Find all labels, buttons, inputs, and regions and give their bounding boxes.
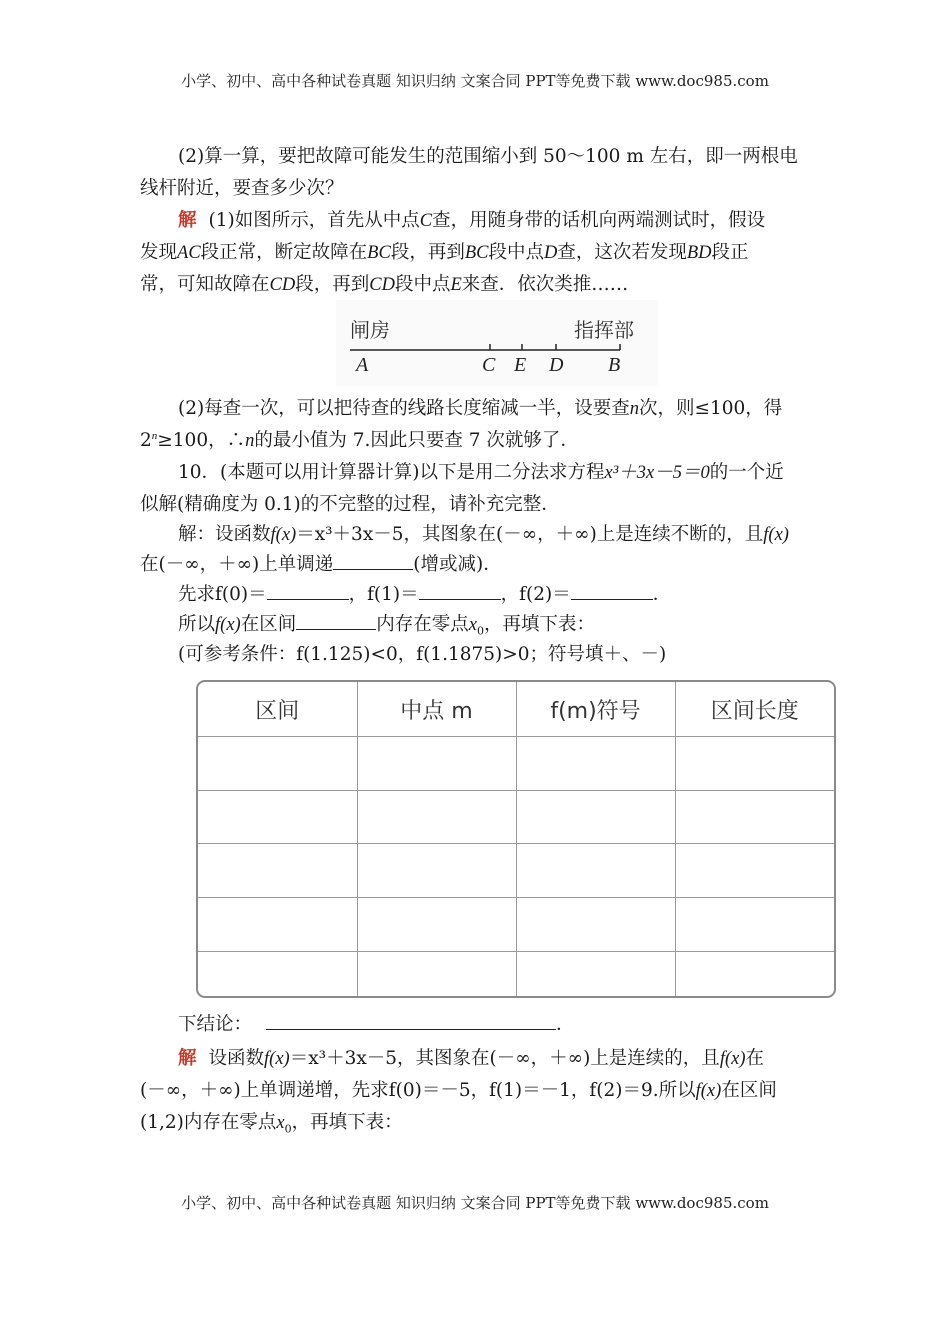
q9-answer2-line2: $2^n\ge 100$，∴n的最小值为 7.因此只要查 7 次就够了． [140,429,579,451]
header-midpoint: 中点 m [357,682,516,737]
blank-f1[interactable] [419,581,501,600]
point-E: E [514,354,527,376]
blank-conclusion[interactable] [266,1011,556,1030]
q10-solution-line1: 解 设函数f(x)＝x³＋3x－5，其图象在(－∞，＋∞)上是连续的，且f(x)在 [178,1048,765,1069]
line-diagram [336,300,658,386]
page-footer: 小学、初中、高中各种试卷真题 知识归纳 文案合同 PPT等免费下载 www.doc985.com [181,1194,769,1212]
blank-monotonic[interactable] [333,551,413,570]
solution-label: 解 [178,1048,197,1069]
q9-answer2-line1: (2)每查一次，可以把待查的线路长度缩减一半，设要查n次，则≤100，得 [178,398,783,419]
table-row [198,737,834,791]
q10-solution-line2: (－∞，＋∞)上单调递增，先求f(0)＝－5，f(1)＝－1，f(2)＝9.所以f(x)在区间 [140,1080,777,1101]
point-B: B [608,354,621,376]
point-A: A [356,354,369,376]
label-gate-house: 闸房 [350,318,390,342]
table-row [198,790,834,844]
point-C: C [482,354,496,376]
q10-line5: 先求f(0)＝ ，f(1)＝ ，f(2)＝ ． [178,580,850,610]
q9-solution-line3: 常，可知故障在CD段，再到CD段中点E来查．依次类推…… [140,274,629,295]
header-interval: 区间 [198,682,357,737]
q9-solution-line1: 解 (1)如图所示，首先从中点C查，用随身带的话机向两端测试时，假设 [178,210,766,231]
q10-line3: 解：设函数f(x)＝x³＋3x－5，其图象在(－∞，＋∞)上是连续不断的，且f(x) [178,524,789,545]
table-row [198,951,834,996]
q10-line1: 10．(本题可以用计算器计算)以下是用二分法求方程x³＋3x－5＝0的一个近 [178,462,784,483]
header-length: 区间长度 [675,682,834,737]
point-D: D [549,354,564,376]
q9-part2-line2: 线杆附近，要查多少次？ [140,178,344,199]
q9-solution-line2: 发现AC段正常，断定故障在BC段，再到BC段中点D查，这次若发现BD段正 [140,242,749,263]
page-header: 小学、初中、高中各种试卷真题 知识归纳 文案合同 PPT等免费下载 www.doc985.com [181,72,769,90]
q10-line2: 似解(精确度为 0.1)的不完整的过程，请补充完整． [140,494,560,515]
bisection-table [196,680,836,998]
q10-conclusion: 下结论： ． [178,1010,850,1040]
table-row [198,844,834,898]
blank-f2[interactable] [571,581,653,600]
q10-line6: 所以f(x)在区间 内存在零点$x_0$，再填下表： [178,610,850,640]
q10-solution-line3: (1,2)内存在零点$x_0$，再填下表： [140,1112,403,1136]
label-command: 指挥部 [574,318,634,342]
header-sign: f(m)符号 [516,682,675,737]
solution-label: 解 [178,210,197,231]
table-row [198,898,834,952]
blank-interval[interactable] [296,611,376,630]
q9-part2-line1: (2)算一算，要把故障可能发生的范围缩小到 50～100 m 左右，即一两根电 [178,146,798,167]
blank-f0[interactable] [267,581,349,600]
q10-line7: (可参考条件：f(1.125)<0，f(1.1875)>0；符号填＋、－) [178,644,667,665]
q10-line4: 在(－∞，＋∞)上单调递 (增或减)． [140,550,812,580]
